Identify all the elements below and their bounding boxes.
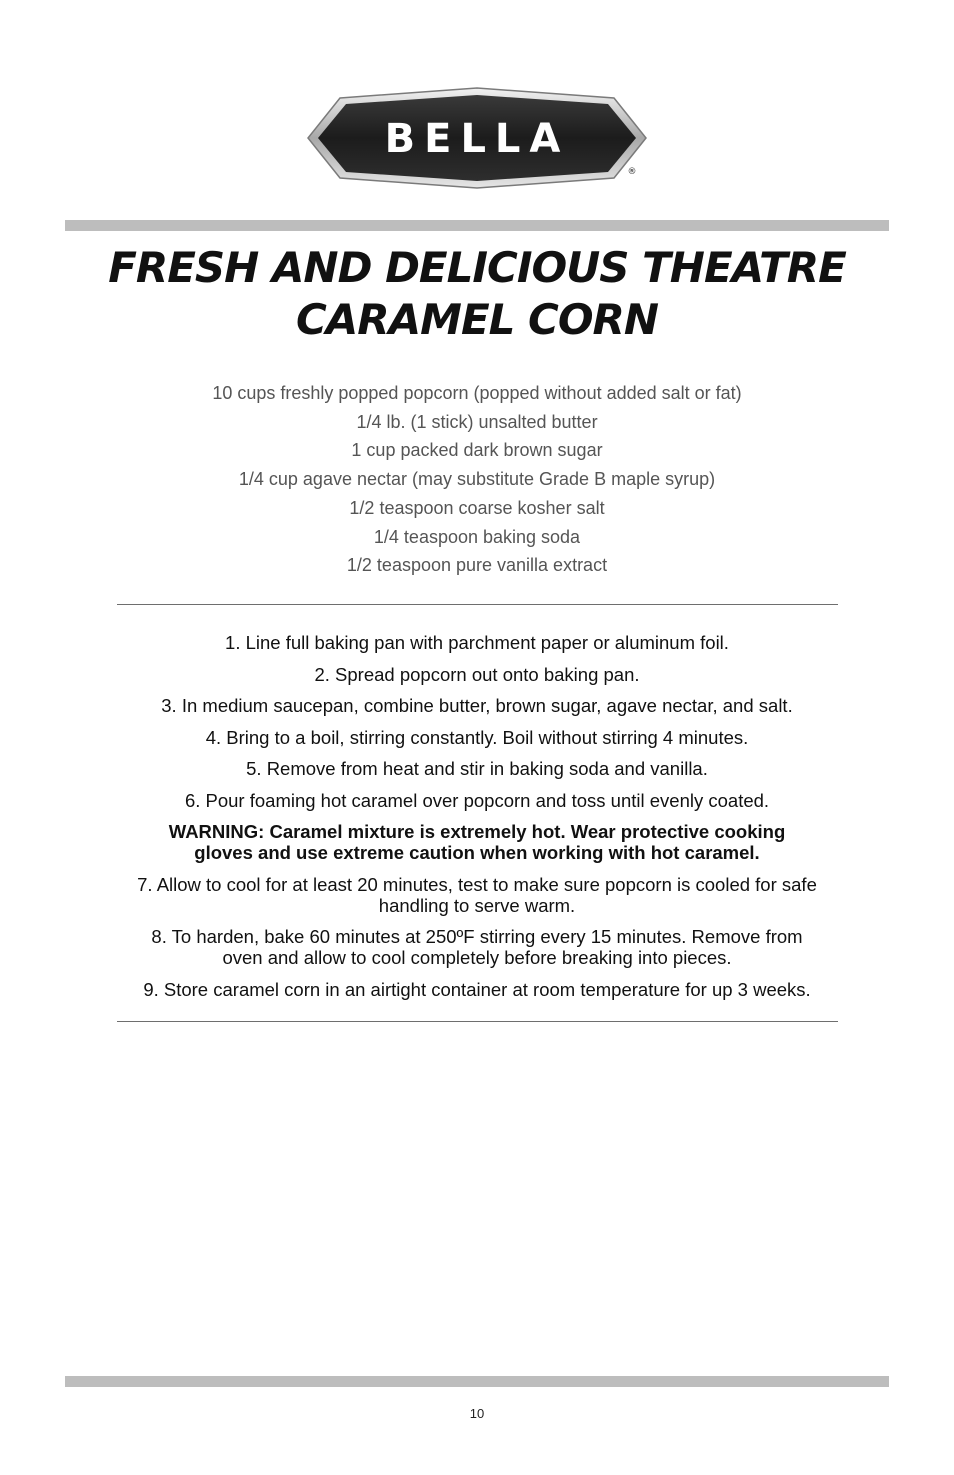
recipe-title [65, 242, 889, 346]
instruction-step: 7. Allow to cool for at least 20 minutes, test to make sure popcorn is cooled for safe handling to serve warm. [137, 873, 817, 916]
instruction-step: 1. Line full baking pan with parchment paper or aluminum foil. [225, 632, 729, 653]
logo-brand-text: BELLA [384, 116, 570, 162]
instruction-step: 2. Spread popcorn out onto baking pan. [314, 663, 640, 685]
warning-note: WARNING: Caramel mixture is extremely hot. Wear protective cooking gloves and use extreme caution when working with hot caramel. [168, 821, 786, 863]
ingredient-item: 1/2 teaspoon pure vanilla extract [346, 555, 608, 576]
ingredient-item: 1/4 teaspoon baking soda [373, 526, 581, 547]
bottom-divider-bar [65, 1376, 889, 1387]
page-number: 10 [469, 1406, 485, 1421]
logo-registered-mark: ® [627, 167, 637, 177]
ingredient-item: 1/4 lb. (1 stick) unsalted butter [356, 411, 598, 432]
instruction-step: 6. Pour foaming hot caramel over popcorn and toss until evenly coated. [184, 789, 770, 811]
instruction-step: 4. Bring to a boil, stirring constantly. Boil without stirring 4 minutes. [205, 726, 749, 748]
ingredient-item: 1/2 teaspoon coarse kosher salt [349, 497, 605, 518]
title-line-2: CARAMEL CORN [295, 295, 659, 344]
instruction-step: 3. In medium saucepan, combine butter, brown sugar, agave nectar, and salt. [161, 695, 793, 716]
instructions-list [65, 632, 889, 1010]
instruction-step: 8. To harden, bake 60 minutes at 250ºF stirring every 15 minutes. Remove from oven and allow to cool completely before breaking into pieces. [151, 926, 803, 968]
ingredient-item: 10 cups freshly popped popcorn (popped without added salt or fat) [212, 383, 742, 403]
instruction-step: 5. Remove from heat and stir in baking soda and vanilla. [246, 758, 708, 779]
ingredient-item: 1 cup packed dark brown sugar [351, 440, 603, 461]
ingredients-list [65, 379, 889, 580]
top-divider-bar [65, 220, 889, 231]
instruction-step: 9. Store caramel corn in an airtight container at room temperature for up 3 weeks. [143, 978, 811, 1000]
ingredient-item: 1/4 cup agave nectar (may substitute Grade B maple syrup) [238, 469, 716, 490]
section-divider-line [117, 604, 838, 605]
title-line-1: FRESH AND DELICIOUS THEATRE [108, 243, 846, 292]
bella-logo [306, 86, 648, 190]
section-divider-line [117, 1021, 838, 1022]
